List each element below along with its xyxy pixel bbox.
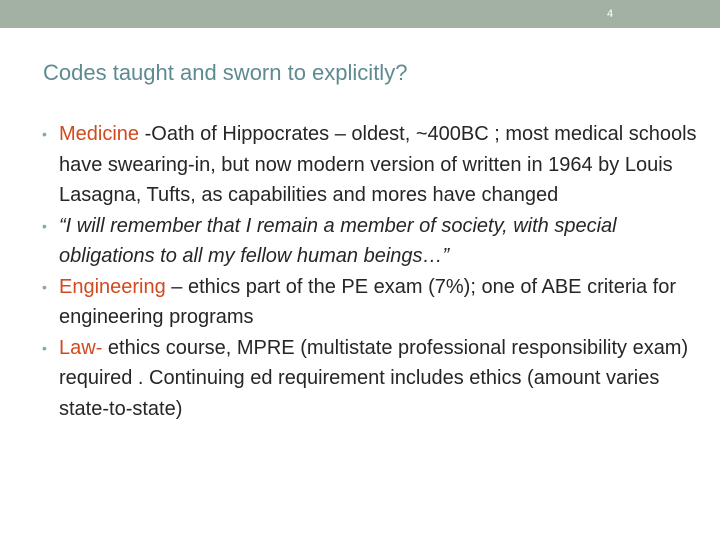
bullet-dot-icon: •: [42, 126, 47, 142]
bullet-text: ethics course, MPRE (multistate professional responsibility exam) required . Continuing ed requirement includes ethics (amount varies state-to-state): [59, 336, 689, 420]
bullet-text: – ethics part of the PE exam (7%); one of ABE criteria for engineering programs: [59, 275, 676, 328]
bullet-quote: [42, 211, 702, 272]
bullet-text: -Oath of Hippocrates – oldest, ~400BC ; most medical schools have swearing-in, but now modern version of written in 1964 by Louis Lasagna, Tufts, as capabilities and mores have changed: [59, 123, 697, 206]
bullet-text: “I will remember that I remain a member of society, with special obligations to all my fellow human beings…”: [59, 214, 617, 267]
bullet-law: [42, 333, 702, 425]
bullet-engineering: [42, 272, 702, 333]
bullet-lead: Medicine: [59, 123, 140, 145]
bullet-lead: Law-: [59, 336, 103, 359]
bullet-dot-icon: •: [42, 278, 47, 295]
page-number: 4: [606, 8, 614, 20]
bullet-dot-icon: •: [42, 339, 47, 356]
slide-title: Codes taught and sworn to explicitly?: [43, 60, 408, 85]
top-bar: [0, 0, 720, 28]
bullet-medicine: [42, 119, 702, 211]
bullet-dot-icon: •: [42, 217, 47, 234]
bullet-list: [42, 119, 702, 424]
bullet-lead: Engineering: [59, 275, 166, 298]
